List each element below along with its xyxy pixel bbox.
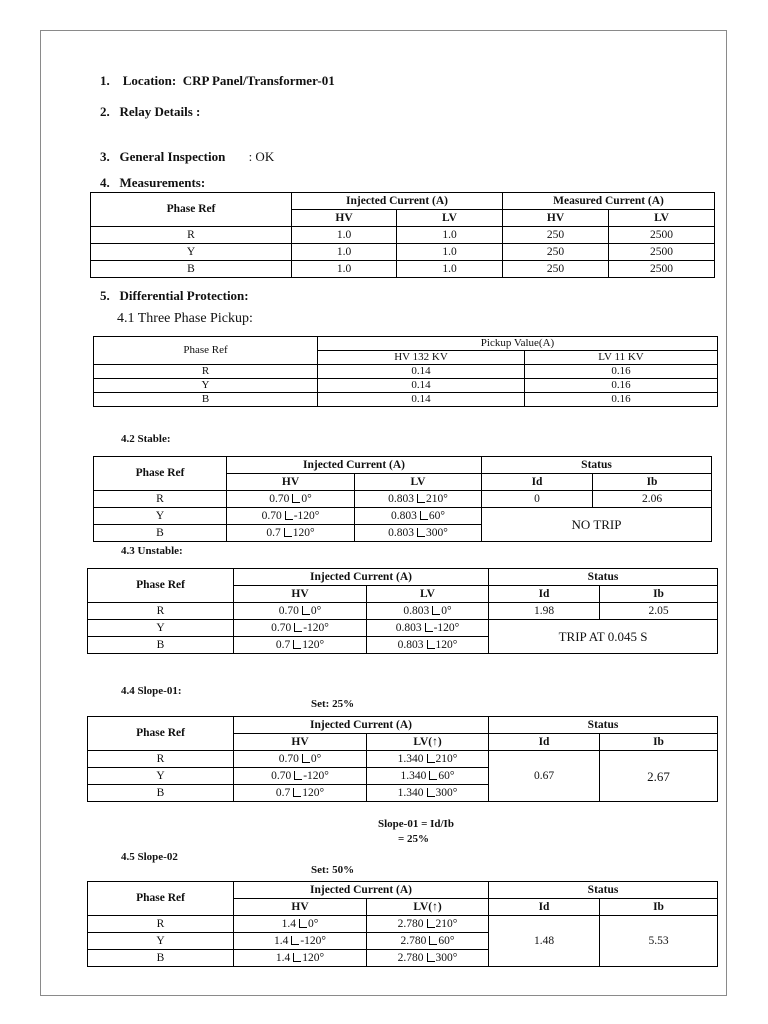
lv-current-cell: 0.803 120° (367, 637, 489, 654)
value-cell: 1.0 (397, 244, 503, 261)
angle-icon (425, 623, 433, 632)
id-header: Id (489, 899, 600, 916)
value-cell: 0.14 (318, 393, 525, 407)
status-header: Status (489, 569, 718, 586)
lv-current-cell: 0.803 210° (355, 491, 482, 508)
angle-icon (432, 606, 440, 615)
pickup-value-header: Pickup Value(A) (318, 337, 718, 351)
lv-current-cell: 1.340 60° (367, 768, 489, 785)
table-row (94, 365, 718, 379)
angle-icon (294, 623, 302, 632)
angle-icon (285, 511, 293, 520)
lv-current-cell: 2.780 210° (367, 916, 489, 933)
table-row (94, 491, 712, 508)
lv-header: LV(↑) (367, 899, 489, 916)
injected-current-header: Injected Current (A) (292, 193, 503, 210)
lv-current-cell: 0.803 60° (355, 508, 482, 525)
status-header: Status (489, 882, 718, 899)
phase-cell: B (94, 525, 227, 542)
phase-cell: B (91, 261, 292, 278)
hv-current-cell: 0.7 120° (234, 785, 367, 802)
ib-header: Ib (593, 474, 712, 491)
hv-current-cell: 1.4 0° (234, 916, 367, 933)
hv-current-cell: 0.7 120° (234, 637, 367, 654)
item-relay-details: 2. Relay Details : (100, 104, 201, 119)
phase-cell: B (88, 637, 234, 654)
ib-value: 2.05 (600, 603, 718, 620)
measurements-label: Measurements: (119, 175, 206, 190)
lv-header: LV (367, 586, 489, 603)
measured-current-header: Measured Current (A) (503, 193, 715, 210)
value-cell: 1.0 (397, 261, 503, 278)
value-cell: 2500 (609, 244, 715, 261)
lv-current-cell: 0.803 -120° (367, 620, 489, 637)
angle-icon (299, 919, 307, 928)
hv-current-cell: 0.70 0° (234, 603, 367, 620)
phase-ref-header: Phase Ref (88, 717, 234, 751)
phase-cell: Y (94, 379, 318, 393)
trip-status: TRIP AT 0.045 S (489, 620, 718, 654)
angle-icon (293, 953, 301, 962)
lv-header: LV(↑) (367, 734, 489, 751)
table-row (88, 751, 718, 768)
angle-icon (284, 528, 292, 537)
value-cell: 0.16 (525, 365, 718, 379)
unstable-table (87, 568, 718, 654)
angle-icon (427, 788, 435, 797)
phase-cell: B (88, 785, 234, 802)
value-cell: 1.0 (397, 227, 503, 244)
angle-icon (427, 953, 435, 962)
ib-header: Ib (600, 734, 718, 751)
table-row (88, 603, 718, 620)
angle-icon (302, 754, 310, 763)
table-row (91, 261, 715, 278)
hv-current-cell: 0.70 0° (234, 751, 367, 768)
phase-ref-header: Phase Ref (94, 337, 318, 365)
table-row (91, 244, 715, 261)
value-cell: 1.0 (292, 227, 397, 244)
id-value: 0.67 (489, 751, 600, 802)
lv-11kv-header: LV 11 KV (525, 351, 718, 365)
lv-current-cell: 2.780 60° (367, 933, 489, 950)
phase-cell: Y (94, 508, 227, 525)
ib-value: 5.53 (600, 916, 718, 967)
lv-header: LV (609, 210, 715, 227)
status-header: Status (482, 457, 712, 474)
table-row (94, 508, 712, 525)
value-cell: 0.16 (525, 379, 718, 393)
angle-icon (293, 788, 301, 797)
phase-cell: Y (88, 620, 234, 637)
value-cell: 1.0 (292, 244, 397, 261)
unstable-title: 4.3 Unstable: (121, 545, 183, 557)
slope2-set: Set: 50% (311, 864, 355, 876)
value-cell: 0.14 (318, 379, 525, 393)
phase-cell: R (88, 916, 234, 933)
general-inspection-label: General Inspection (119, 149, 226, 164)
id-value: 1.48 (489, 916, 600, 967)
phase-cell: B (88, 950, 234, 967)
ib-header: Ib (600, 586, 718, 603)
stable-title: 4.2 Stable: (121, 433, 171, 445)
hv-132kv-header: HV 132 KV (318, 351, 525, 365)
hv-current-cell: 0.70 0° (227, 491, 355, 508)
angle-icon (427, 754, 435, 763)
angle-icon (292, 494, 300, 503)
phase-ref-header: Phase Ref (94, 457, 227, 491)
hv-header: HV (292, 210, 397, 227)
phase-cell: B (94, 393, 318, 407)
slope1-table (87, 716, 718, 802)
slope1-set: Set: 25% (311, 698, 355, 710)
hv-current-cell: 0.70 -120° (227, 508, 355, 525)
location-value: CRP Panel/Transformer-01 (182, 73, 335, 88)
pickup-title: 4.1 Three Phase Pickup: (117, 311, 253, 326)
hv-header: HV (234, 586, 367, 603)
hv-header: HV (234, 899, 367, 916)
value-cell: 1.0 (292, 261, 397, 278)
hv-current-cell: 0.70 -120° (234, 768, 367, 785)
trip-status: NO TRIP (482, 508, 712, 542)
angle-icon (417, 494, 425, 503)
differential-title: Differential Protection: (119, 288, 249, 303)
slope1-formula: Slope-01 = Id/Ib (378, 818, 454, 830)
lv-current-cell: 2.780 300° (367, 950, 489, 967)
angle-icon (293, 640, 301, 649)
value-cell: 250 (503, 244, 609, 261)
hv-current-cell: 0.70 -120° (234, 620, 367, 637)
phase-cell: R (88, 603, 234, 620)
item-differential: 5. Differential Protection: (100, 288, 249, 303)
angle-icon (302, 606, 310, 615)
angle-icon (420, 511, 428, 520)
table-row (88, 916, 718, 933)
angle-icon (427, 640, 435, 649)
slope1-title: 4.4 Slope-01: (121, 685, 182, 697)
status-header: Status (489, 717, 718, 734)
value-cell: 0.16 (525, 393, 718, 407)
phase-cell: R (91, 227, 292, 244)
hv-header: HV (503, 210, 609, 227)
angle-icon (429, 771, 437, 780)
id-header: Id (482, 474, 593, 491)
item-general-inspection: 3. General Inspection : OK (100, 149, 275, 164)
injected-current-header: Injected Current (A) (227, 457, 482, 474)
measurements-table (90, 192, 715, 278)
ib-value: 2.06 (593, 491, 712, 508)
angle-icon (291, 936, 299, 945)
phase-cell: R (94, 491, 227, 508)
value-cell: 2500 (609, 261, 715, 278)
lv-current-cell: 1.340 210° (367, 751, 489, 768)
value-cell: 0.14 (318, 365, 525, 379)
stable-table (93, 456, 712, 542)
injected-current-header: Injected Current (A) (234, 717, 489, 734)
hv-current-cell: 1.4 -120° (234, 933, 367, 950)
relay-details-label: Relay Details : (119, 104, 201, 119)
slope2-title: 4.5 Slope-02 (121, 851, 178, 863)
angle-icon (294, 771, 302, 780)
id-header: Id (489, 586, 600, 603)
phase-cell: Y (91, 244, 292, 261)
lv-current-cell: 0.803 300° (355, 525, 482, 542)
table-row (91, 227, 715, 244)
hv-current-cell: 0.7 120° (227, 525, 355, 542)
lv-current-cell: 0.803 0° (367, 603, 489, 620)
general-inspection-value: : OK (248, 149, 275, 164)
item-location: 1. Location: CRP Panel/Transformer-01 (100, 73, 335, 88)
id-value: 0 (482, 491, 593, 508)
hv-header: HV (234, 734, 367, 751)
pickup-table (93, 336, 718, 407)
phase-ref-header: Phase Ref (91, 193, 292, 227)
injected-current-header: Injected Current (A) (234, 882, 489, 899)
table-row (94, 379, 718, 393)
value-cell: 250 (503, 227, 609, 244)
phase-cell: Y (88, 933, 234, 950)
item-measurements: 4. Measurements: (100, 175, 206, 190)
lv-header: LV (397, 210, 503, 227)
hv-header: HV (227, 474, 355, 491)
lv-header: LV (355, 474, 482, 491)
slope1-result: = 25% (398, 833, 430, 845)
slope2-table (87, 881, 718, 967)
id-value: 1.98 (489, 603, 600, 620)
id-header: Id (489, 734, 600, 751)
injected-current-header: Injected Current (A) (234, 569, 489, 586)
phase-ref-header: Phase Ref (88, 569, 234, 603)
ib-header: Ib (600, 899, 718, 916)
angle-icon (429, 936, 437, 945)
phase-cell: R (88, 751, 234, 768)
phase-cell: R (94, 365, 318, 379)
value-cell: 2500 (609, 227, 715, 244)
table-row (88, 620, 718, 637)
phase-cell: Y (88, 768, 234, 785)
lv-current-cell: 1.340 300° (367, 785, 489, 802)
location-label: Location: (122, 73, 177, 88)
ib-value: 2.67 (600, 751, 718, 802)
angle-icon (417, 528, 425, 537)
hv-current-cell: 1.4 120° (234, 950, 367, 967)
value-cell: 250 (503, 261, 609, 278)
angle-icon (427, 919, 435, 928)
phase-ref-header: Phase Ref (88, 882, 234, 916)
table-row (94, 393, 718, 407)
